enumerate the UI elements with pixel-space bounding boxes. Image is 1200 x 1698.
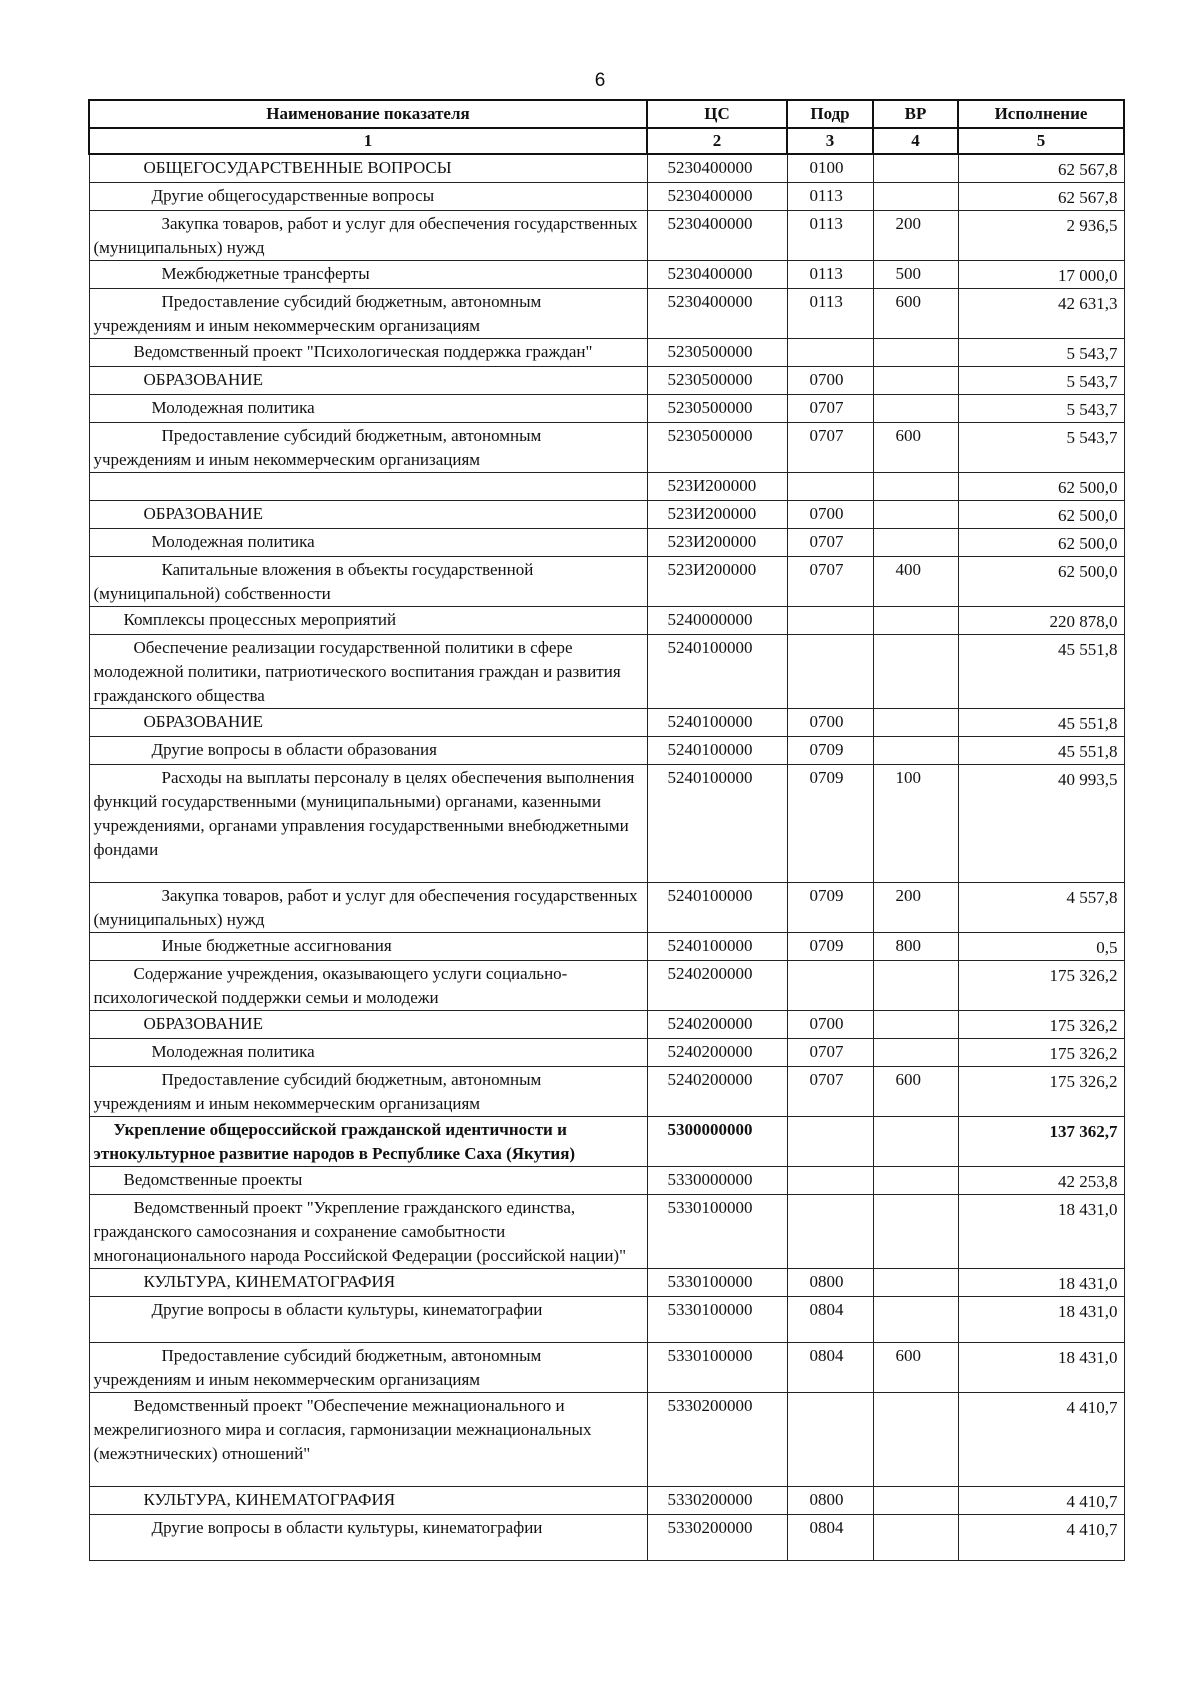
row-name-cell [89,883,647,933]
row-target-article-cell: 5330200000 [647,1393,787,1487]
row-amount-cell: 5 543,7 [958,339,1124,367]
table-row [89,1167,1124,1195]
row-expense-type-cell: 500 [873,261,958,289]
row-name-text: Предоставление субсидий бюджетным, автономным учреждениям и иным некоммерческим организациям [93,1346,542,1389]
budget-execution-table [88,99,1125,1561]
row-subsection-cell [787,1195,873,1269]
header-expense-type: ВР [873,100,958,128]
header-row [89,100,1124,128]
row-name-text: Расходы на выплаты персоналу в целях обеспечения выполнения функций государственными (муниципальными) органами, казенными учреждениями, органами управления государственными внебюджетными фондами [93,768,635,859]
row-amount-cell: 175 326,2 [958,1039,1124,1067]
table-row [89,961,1124,1011]
row-target-article-cell: 5240100000 [647,709,787,737]
table-row [89,423,1124,473]
row-name-cell [89,961,647,1011]
row-target-article-cell: 5240100000 [647,737,787,765]
row-target-article-cell: 5240100000 [647,883,787,933]
row-name-text: КУЛЬТУРА, КИНЕМАТОГРАФИЯ [143,1490,396,1509]
row-amount-cell: 5 543,7 [958,395,1124,423]
column-number: 3 [787,128,873,154]
row-subsection-cell: 0113 [787,261,873,289]
row-amount-cell: 137 362,7 [958,1117,1124,1167]
row-name-cell [89,1297,647,1343]
row-name-text: Капитальные вложения в объекты государственной (муниципальной) собственности [93,560,534,603]
row-amount-cell: 62 500,0 [958,557,1124,607]
row-subsection-cell: 0707 [787,423,873,473]
row-expense-type-cell [873,501,958,529]
row-name-text: Укрепление общероссийской гражданской идентичности и этнокультурное развитие народов в Республике Саха (Якутия) [93,1120,576,1163]
header-indicator-name: Наименование показателя [89,100,647,128]
row-subsection-cell: 0709 [787,737,873,765]
row-target-article-cell: 5300000000 [647,1117,787,1167]
row-expense-type-cell: 600 [873,1067,958,1117]
table-row [89,211,1124,261]
row-amount-cell: 175 326,2 [958,961,1124,1011]
row-name-text: ОБЩЕГОСУДАРСТВЕННЫЕ ВОПРОСЫ [143,158,452,177]
table-row [89,1067,1124,1117]
row-amount-cell: 62 567,8 [958,154,1124,183]
row-name-text: Ведомственные проекты [123,1170,303,1189]
row-name-text: Содержание учреждения, оказывающего услуги социально-психологической поддержки семьи и молодежи [93,964,568,1007]
row-name-text: Другие вопросы в области культуры, кинематографии [151,1300,543,1319]
row-subsection-cell: 0804 [787,1297,873,1343]
row-target-article-cell: 5230400000 [647,211,787,261]
row-subsection-cell [787,635,873,709]
row-name-text: ОБРАЗОВАНИЕ [143,712,263,731]
row-name-cell [89,737,647,765]
table-row [89,183,1124,211]
row-subsection-cell [787,1167,873,1195]
row-subsection-cell: 0804 [787,1343,873,1393]
row-amount-cell: 175 326,2 [958,1067,1124,1117]
table-body [89,154,1124,1561]
row-expense-type-cell [873,183,958,211]
row-name-text: Обеспечение реализации государственной политики в сфере молодежной политики, патриотического воспитания граждан и развития гражданского общества [93,638,621,705]
row-name-cell [89,1167,647,1195]
row-amount-cell: 18 431,0 [958,1195,1124,1269]
table-row [89,1195,1124,1269]
row-subsection-cell: 0804 [787,1515,873,1561]
row-subsection-cell: 0707 [787,1039,873,1067]
row-subsection-cell: 0707 [787,1067,873,1117]
row-amount-cell: 45 551,8 [958,737,1124,765]
row-expense-type-cell [873,607,958,635]
row-name-cell [89,709,647,737]
row-name-cell [89,183,647,211]
row-amount-cell: 18 431,0 [958,1297,1124,1343]
row-name-text: ОБРАЗОВАНИЕ [143,504,263,523]
table-row [89,367,1124,395]
row-expense-type-cell [873,1167,958,1195]
column-number: 5 [958,128,1124,154]
table-row [89,261,1124,289]
row-name-text: КУЛЬТУРА, КИНЕМАТОГРАФИЯ [143,1272,396,1291]
row-target-article-cell: 5230500000 [647,367,787,395]
row-name-cell [89,1515,647,1561]
row-expense-type-cell: 100 [873,765,958,883]
row-expense-type-cell [873,737,958,765]
row-subsection-cell: 0800 [787,1487,873,1515]
page-number: 6 [594,70,606,91]
row-name-text: Другие вопросы в области образования [151,740,437,759]
row-subsection-cell: 0700 [787,501,873,529]
row-target-article-cell: 5240200000 [647,1039,787,1067]
row-amount-cell: 42 253,8 [958,1167,1124,1195]
row-subsection-cell [787,339,873,367]
column-numbers-row [89,128,1124,154]
row-name-text: Предоставление субсидий бюджетным, автономным учреждениям и иным некоммерческим организациям [93,426,542,469]
row-expense-type-cell [873,1011,958,1039]
row-target-article-cell: 5230400000 [647,183,787,211]
row-name-text: Закупка товаров, работ и услуг для обеспечения государственных (муниципальных) нужд [93,214,638,257]
table-row [89,709,1124,737]
row-amount-cell: 220 878,0 [958,607,1124,635]
row-name-text: Молодежная политика [151,398,315,417]
row-name-cell [89,1195,647,1269]
row-subsection-cell: 0709 [787,765,873,883]
table-row [89,154,1124,183]
row-amount-cell: 4 557,8 [958,883,1124,933]
row-expense-type-cell [873,961,958,1011]
row-expense-type-cell [873,1487,958,1515]
row-target-article-cell: 5240100000 [647,933,787,961]
row-amount-cell: 18 431,0 [958,1269,1124,1297]
row-subsection-cell: 0709 [787,883,873,933]
row-amount-cell: 2 936,5 [958,211,1124,261]
row-expense-type-cell [873,1039,958,1067]
row-target-article-cell: 5330100000 [647,1343,787,1393]
table-row [89,289,1124,339]
row-amount-cell: 4 410,7 [958,1515,1124,1561]
row-subsection-cell: 0700 [787,709,873,737]
row-target-article-cell: 5240200000 [647,1011,787,1039]
row-target-article-cell: 523И200000 [647,529,787,557]
row-subsection-cell: 0700 [787,1011,873,1039]
row-name-cell [89,1487,647,1515]
row-expense-type-cell [873,709,958,737]
table-row [89,1343,1124,1393]
row-amount-cell: 5 543,7 [958,367,1124,395]
row-expense-type-cell [873,1393,958,1487]
table-row [89,339,1124,367]
row-name-cell [89,1269,647,1297]
row-expense-type-cell [873,395,958,423]
row-target-article-cell: 5240200000 [647,961,787,1011]
header-subsection: Подр [787,100,873,128]
row-name-cell [89,933,647,961]
row-name-text: Закупка товаров, работ и услуг для обеспечения государственных (муниципальных) нужд [93,886,638,929]
row-target-article-cell: 5230500000 [647,339,787,367]
row-target-article-cell: 5230400000 [647,289,787,339]
row-amount-cell: 17 000,0 [958,261,1124,289]
row-name-cell [89,1039,647,1067]
row-amount-cell: 45 551,8 [958,635,1124,709]
row-name-cell [89,154,647,183]
row-expense-type-cell [873,473,958,501]
row-target-article-cell: 5240200000 [647,1067,787,1117]
row-target-article-cell: 5330100000 [647,1297,787,1343]
row-name-text: Комплексы процессных мероприятий [123,610,397,629]
row-amount-cell: 175 326,2 [958,1011,1124,1039]
row-name-cell [89,339,647,367]
row-amount-cell: 4 410,7 [958,1393,1124,1487]
row-amount-cell: 40 993,5 [958,765,1124,883]
row-name-cell [89,261,647,289]
row-expense-type-cell [873,1269,958,1297]
table-row [89,529,1124,557]
row-name-cell [89,289,647,339]
row-target-article-cell: 5240100000 [647,635,787,709]
row-name-text: Другие вопросы в области культуры, кинематографии [151,1518,543,1537]
row-name-text: ОБРАЗОВАНИЕ [143,370,263,389]
row-subsection-cell: 0113 [787,183,873,211]
row-amount-cell: 62 500,0 [958,501,1124,529]
row-amount-cell: 62 567,8 [958,183,1124,211]
row-name-cell [89,1117,647,1167]
row-amount-cell: 0,5 [958,933,1124,961]
row-expense-type-cell [873,635,958,709]
column-number: 4 [873,128,958,154]
row-name-cell [89,211,647,261]
header-target-article: ЦС [647,100,787,128]
row-amount-cell: 45 551,8 [958,709,1124,737]
table-row [89,933,1124,961]
row-name-text: Ведомственный проект "Укрепление гражданского единства, гражданского самосознания и сохранение самобытности многонационального народа Российской Федерации (российской нации)" [93,1198,627,1265]
row-name-cell [89,473,647,501]
header-execution: Исполнение [958,100,1124,128]
row-amount-cell: 4 410,7 [958,1487,1124,1515]
row-subsection-cell [787,607,873,635]
table-row [89,1393,1124,1487]
table-row [89,1269,1124,1297]
table-row [89,765,1124,883]
row-subsection-cell: 0113 [787,289,873,339]
row-expense-type-cell [873,1117,958,1167]
row-name-text: ОБРАЗОВАНИЕ [143,1014,263,1033]
row-name-cell [89,529,647,557]
row-subsection-cell [787,1393,873,1487]
table-row [89,473,1124,501]
row-amount-cell: 42 631,3 [958,289,1124,339]
table-row [89,1117,1124,1167]
row-expense-type-cell [873,154,958,183]
row-amount-cell: 5 543,7 [958,423,1124,473]
row-name-cell [89,1343,647,1393]
row-subsection-cell: 0707 [787,529,873,557]
row-amount-cell: 18 431,0 [958,1343,1124,1393]
row-name-cell [89,557,647,607]
table-row [89,883,1124,933]
row-expense-type-cell [873,367,958,395]
table-row [89,1487,1124,1515]
row-name-cell [89,1011,647,1039]
row-expense-type-cell [873,339,958,367]
table-row [89,395,1124,423]
row-name-text: Предоставление субсидий бюджетным, автономным учреждениям и иным некоммерческим организациям [93,292,542,335]
row-name-text: Ведомственный проект "Психологическая поддержка граждан" [133,342,593,361]
row-name-text: Предоставление субсидий бюджетным, автономным учреждениям и иным некоммерческим организациям [93,1070,542,1113]
row-target-article-cell: 5330200000 [647,1515,787,1561]
row-expense-type-cell [873,1297,958,1343]
row-target-article-cell: 523И200000 [647,501,787,529]
column-number: 2 [647,128,787,154]
row-name-text: Молодежная политика [151,532,315,551]
table-row [89,501,1124,529]
row-name-cell [89,635,647,709]
table-row [89,1297,1124,1343]
row-target-article-cell: 5330100000 [647,1269,787,1297]
row-name-cell [89,1067,647,1117]
row-target-article-cell: 5240100000 [647,765,787,883]
row-subsection-cell [787,1117,873,1167]
row-target-article-cell: 523И200000 [647,557,787,607]
row-expense-type-cell [873,1195,958,1269]
row-name-text: Молодежная политика [151,1042,315,1061]
row-name-cell [89,1393,647,1487]
row-target-article-cell: 5240000000 [647,607,787,635]
row-amount-cell: 62 500,0 [958,473,1124,501]
row-subsection-cell: 0100 [787,154,873,183]
row-expense-type-cell: 600 [873,289,958,339]
row-expense-type-cell: 200 [873,211,958,261]
row-expense-type-cell: 800 [873,933,958,961]
row-target-article-cell: 523И200000 [647,473,787,501]
row-name-cell [89,607,647,635]
row-subsection-cell: 0707 [787,395,873,423]
row-name-text: Другие общегосударственные вопросы [151,186,435,205]
row-target-article-cell: 5230400000 [647,261,787,289]
row-subsection-cell [787,961,873,1011]
row-name-cell [89,423,647,473]
row-name-cell [89,367,647,395]
row-name-cell [89,765,647,883]
row-amount-cell: 62 500,0 [958,529,1124,557]
row-subsection-cell: 0113 [787,211,873,261]
row-target-article-cell: 5230500000 [647,423,787,473]
table-row [89,1011,1124,1039]
row-target-article-cell: 5330200000 [647,1487,787,1515]
table-row [89,607,1124,635]
row-subsection-cell: 0800 [787,1269,873,1297]
column-number: 1 [89,128,647,154]
row-name-text: Иные бюджетные ассигнования [161,936,392,955]
row-expense-type-cell: 600 [873,423,958,473]
row-subsection-cell: 0709 [787,933,873,961]
row-expense-type-cell: 600 [873,1343,958,1393]
table-row [89,557,1124,607]
table-row [89,1039,1124,1067]
row-expense-type-cell [873,1515,958,1561]
row-name-cell [89,501,647,529]
table-row [89,635,1124,709]
table-row [89,737,1124,765]
row-name-text: Межбюджетные трансферты [161,264,370,283]
row-expense-type-cell: 400 [873,557,958,607]
row-name-text: Ведомственный проект "Обеспечение межнационального и межрелигиозного мира и согласия, гармонизации межнациональных (межэтнических) отношений" [93,1396,592,1463]
table-row [89,1515,1124,1561]
row-subsection-cell: 0707 [787,557,873,607]
row-subsection-cell [787,473,873,501]
row-subsection-cell: 0700 [787,367,873,395]
row-expense-type-cell [873,529,958,557]
row-expense-type-cell: 200 [873,883,958,933]
row-name-cell [89,395,647,423]
row-target-article-cell: 5230400000 [647,154,787,183]
row-target-article-cell: 5330100000 [647,1195,787,1269]
row-target-article-cell: 5330000000 [647,1167,787,1195]
row-target-article-cell: 5230500000 [647,395,787,423]
